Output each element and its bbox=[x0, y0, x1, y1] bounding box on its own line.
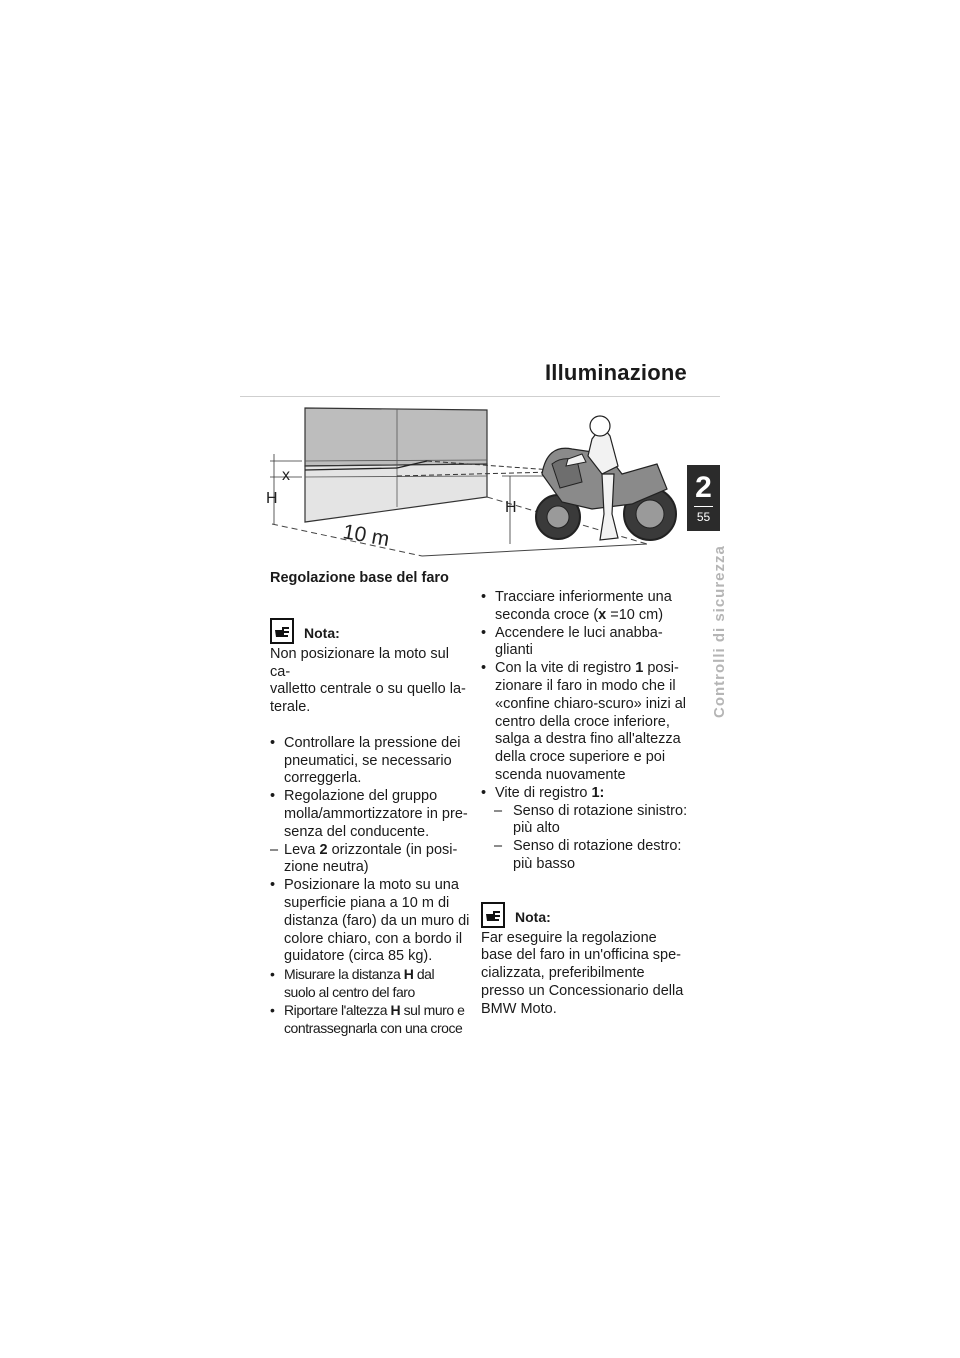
list-item: • Vite di registro 1: bbox=[481, 784, 605, 801]
right-column bbox=[481, 589, 691, 1019]
wall-top-area bbox=[305, 408, 487, 466]
left-column bbox=[270, 570, 473, 1037]
list-item-text: Vite di registro bbox=[495, 784, 592, 801]
reference-number: 1: bbox=[591, 784, 605, 801]
list-item-text: Senso di rotazione destro: più basso bbox=[513, 838, 682, 872]
note-header bbox=[270, 614, 473, 644]
note-pointing-hand-icon bbox=[270, 618, 294, 644]
sub-list-item: – Senso di rotazione destro: più basso bbox=[494, 838, 682, 872]
sub-list-item: – Senso di rotazione sinistro: più alto bbox=[494, 802, 688, 837]
list-item-text: Con la vite di registro bbox=[495, 660, 636, 677]
list-item: • Posizionare la moto su una superficie piana a 10 m di distanza (faro) da un muro di colore chiaro, con a bordo il guidatore (circa 85 kg). bbox=[270, 877, 470, 965]
label-h-left: H bbox=[266, 490, 278, 507]
list-item-text: Tracciare inferiormente una seconda croce ( bbox=[495, 589, 672, 623]
list-item-text: Senso di rotazione sinistro: più alto bbox=[513, 802, 688, 837]
reference-number: 1 bbox=[635, 660, 644, 677]
reference-letter: H bbox=[403, 966, 414, 983]
chapter-number: 2 bbox=[695, 471, 712, 504]
note-text: Non posizionare la moto sul ca- valletto centrale o su quello la- terale. bbox=[270, 645, 466, 716]
note-text: Far eseguire la regolazione base del faro in un'officina spe- cializzata, preferibilmente presso un Concessionario della BMW Moto. bbox=[481, 929, 684, 1017]
list-item: • Riportare l'altezza H sul muro e contrassegnarla con una croce bbox=[270, 1001, 465, 1036]
list-item-text: Posizionare la moto su una superficie piana a 10 m di distanza (faro) da un muro di colore chiaro, con a bordo il guidatore (circa 85 kg). bbox=[284, 877, 470, 965]
label-distance: 10 m bbox=[341, 520, 392, 552]
list-item-text: =10 cm) bbox=[606, 606, 664, 623]
list-item: • Accendere le luci anabba- glianti bbox=[481, 624, 663, 659]
wall-bottom-area bbox=[305, 464, 487, 522]
side-label-text: Controlli di sicurezza bbox=[711, 545, 728, 718]
list-item: • Misurare la distanza H dal suolo al centro del faro bbox=[270, 966, 435, 1000]
page-title: Illuminazione bbox=[545, 360, 687, 385]
motorcycle-illustration bbox=[536, 416, 676, 540]
list-item: • Controllare la pressione dei pneumatici, se necessario correggerla. bbox=[270, 734, 461, 787]
list-item-text: orizzontale (in posi- zione neutra) bbox=[284, 841, 458, 876]
reference-letter: x bbox=[598, 606, 607, 623]
list-item-text: Misurare la distanza bbox=[284, 966, 404, 983]
list-item-text: dal suolo al centro del faro bbox=[284, 966, 435, 1000]
label-h-right: H bbox=[505, 499, 517, 516]
reference-letter: H bbox=[390, 1001, 401, 1018]
headlight-diagram bbox=[262, 404, 702, 562]
section-heading: Regolazione base del faro bbox=[270, 570, 449, 586]
note-label: Nota: bbox=[304, 625, 340, 641]
list-item-text: Controllare la pressione dei pneumatici, se necessario correggerla. bbox=[284, 734, 461, 787]
list-item-text: sul muro e contrassegnarla con una croce bbox=[284, 1001, 465, 1036]
list-item-text: Leva bbox=[284, 841, 320, 858]
list-item-text: Regolazione del gruppo molla/ammortizzatore in pre- senza del conducente. bbox=[284, 788, 468, 840]
list-item: • Regolazione del gruppo molla/ammortizzatore in pre- senza del conducente. bbox=[270, 788, 468, 840]
list-item-text: Riportare l'altezza bbox=[284, 1001, 391, 1018]
reference-number: 2 bbox=[319, 841, 328, 858]
rider-helmet bbox=[590, 416, 610, 436]
page-number: 55 bbox=[696, 510, 711, 524]
floor-line-base bbox=[422, 544, 647, 556]
list-item: – Leva 2 orizzontale (in posi- zione neutra) bbox=[270, 841, 458, 876]
label-x: x bbox=[282, 467, 290, 484]
list-item: • Con la vite di registro 1 posi- zionare il faro in modo che il «confine chiaro-scuro» inizi al centro della croce inferiore, salga a destra fino all'altezza della croce superiore e poi scenda nuovamente bbox=[481, 660, 687, 783]
note-label: Nota: bbox=[515, 908, 551, 925]
list-item: • Tracciare inferiormente una seconda croce (x =10 cm) bbox=[481, 589, 672, 623]
title-divider bbox=[240, 396, 720, 397]
note-header bbox=[481, 898, 691, 928]
note-pointing-hand-icon bbox=[481, 902, 505, 928]
list-item-text: posi- zionare il faro in modo che il «confine chiaro-scuro» inizi al centro della croce inferiore, salga a destra fino all'altezza della croce superiore e poi scenda nuovamente bbox=[495, 660, 687, 783]
list-item-text: Accendere le luci anabba- glianti bbox=[495, 624, 663, 659]
side-label bbox=[690, 545, 728, 718]
